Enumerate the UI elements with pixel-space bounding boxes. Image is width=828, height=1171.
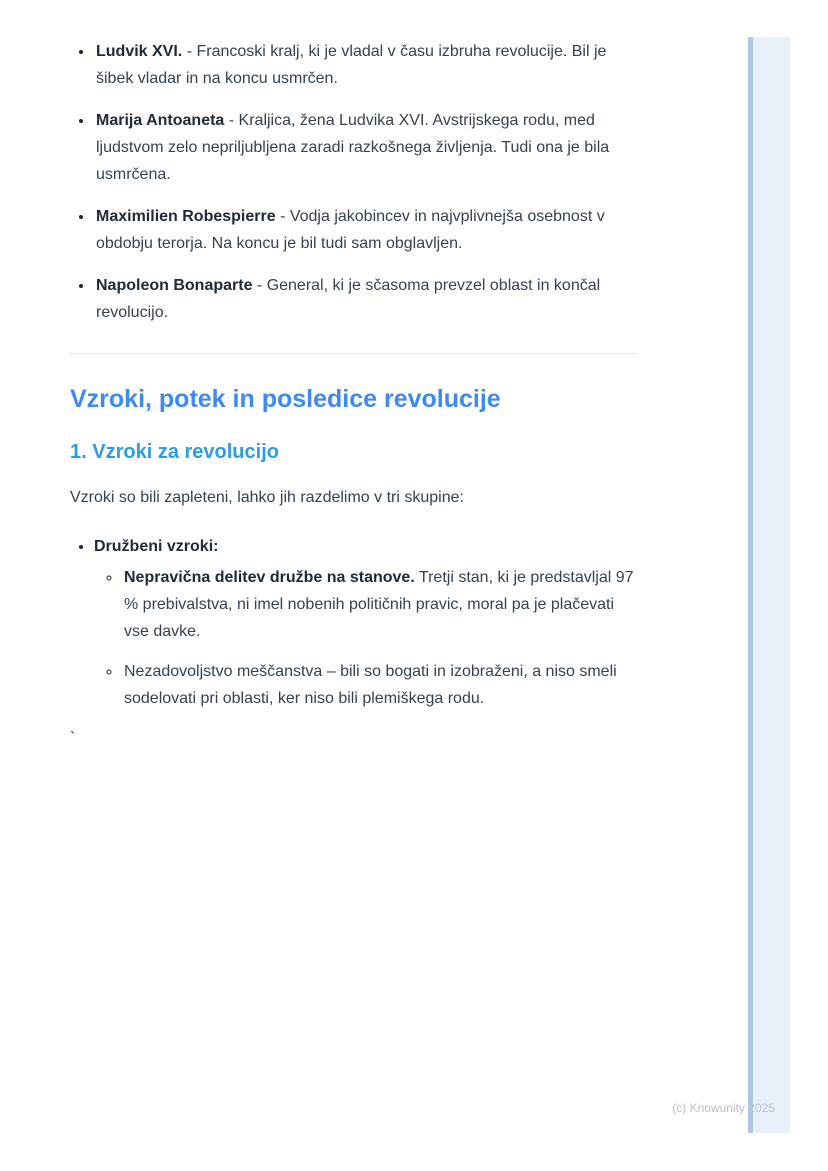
sub-list-item: [122, 564, 638, 645]
document-content: [70, 38, 638, 752]
person-name: Ludvik XVI.: [96, 43, 183, 60]
footer-copyright: (c) Knowunity 2025: [672, 1101, 775, 1115]
list-item: [94, 272, 638, 326]
cause-group-title: Družbeni vzroki:: [94, 538, 219, 555]
list-item: [94, 38, 638, 92]
person-description: - General, ki je sčasoma prevzel oblast in končal revolucijo.: [96, 277, 601, 321]
list-item: [94, 533, 638, 712]
list-item: [94, 107, 638, 188]
person-name: Maximilien Robespierre: [96, 208, 276, 225]
sub-list-item: [122, 658, 638, 712]
section-heading: Vzroki, potek in posledice revolucije: [70, 385, 501, 413]
section-divider: [70, 353, 638, 354]
cause-text: Tretji stan, ki je predstavljal 97 % prebivalstva, ni imel nobenih političnih pravic, moral pa je plačevati vse davke.: [124, 569, 634, 640]
person-description: - Vodja jakobincev in najvplivnejša osebnost v obdobju terorja. Na koncu je bil tudi sam obglavljen.: [96, 208, 605, 252]
person-name: Napoleon Bonaparte: [96, 277, 253, 294]
cause-text: Nezadovoljstvo meščanstva – bili so bogati in izobraženi, a niso smeli sodelovati pri oblasti, ker niso bili plemiškega rodu.: [124, 663, 617, 707]
page-edge-strip: [748, 37, 790, 1133]
person-description: - Kraljica, žena Ludvika XVI. Avstrijskega rodu, med ljudstvom zelo nepriljubljena zaradi razkošnega življenja. Tudi ona je bila usmrčena.: [96, 112, 610, 183]
causes-list: [70, 533, 638, 712]
people-list: [70, 38, 638, 326]
sub-heading: 1. Vzroki za revolucijo: [70, 441, 279, 463]
cause-bold: Nepravična delitev družbe na stanove.: [124, 569, 415, 586]
causes-sub-list: [94, 564, 638, 712]
stray-character: `: [70, 730, 76, 747]
intro-paragraph: Vzroki so bili zapleteni, lahko jih razdelimo v tri skupine:: [70, 489, 464, 506]
list-item: [94, 203, 638, 257]
person-description: - Francoski kralj, ki je vladal v času izbruha revolucije. Bil je šibek vladar in na koncu usmrčen.: [96, 43, 607, 87]
person-name: Marija Antoaneta: [96, 112, 225, 129]
